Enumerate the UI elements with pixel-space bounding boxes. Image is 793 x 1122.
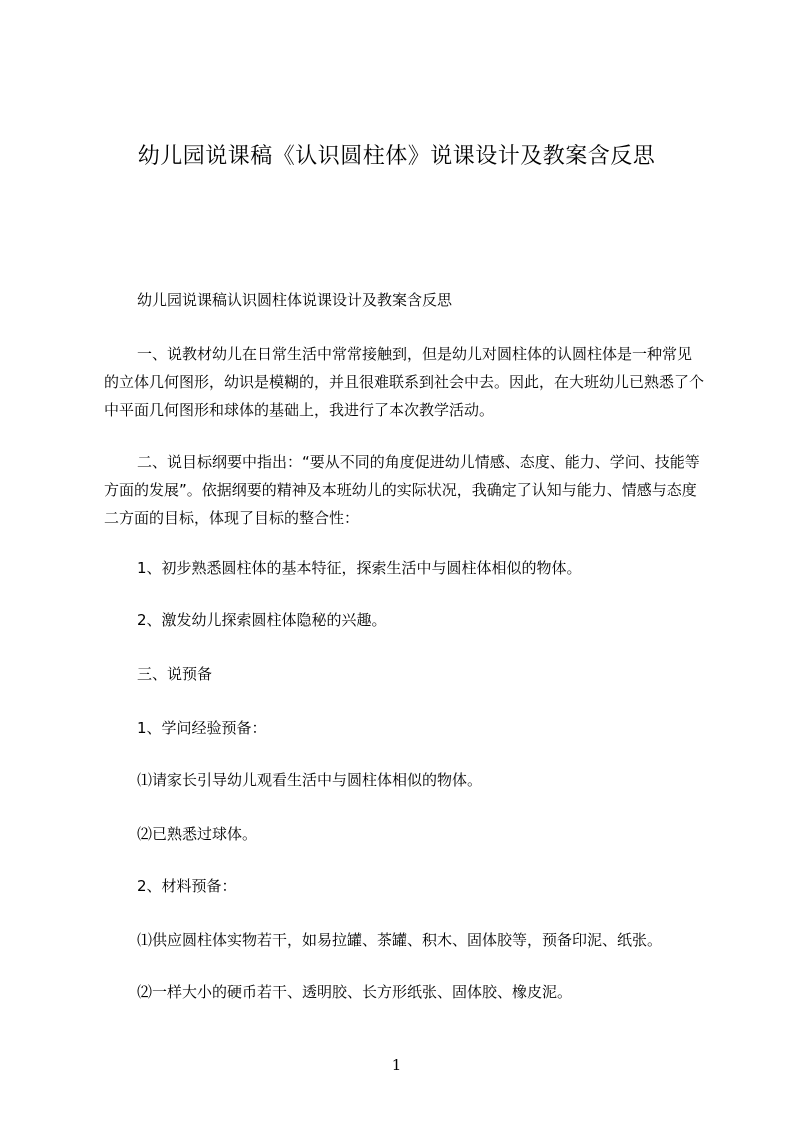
material-prep-item-2: ⑵一样大小的硬币若干、透明胶、长方形纸张、固体胶、橡皮泥。: [137, 983, 573, 1001]
page-number: 1: [391, 1056, 402, 1074]
goal-item-2: 2、激发幼儿探索圆柱体隐秘的兴趣。: [137, 611, 387, 629]
knowledge-prep-item-1: ⑴请家长引导幼儿观看生活中与圆柱体相似的物体。: [137, 771, 483, 789]
document-subtitle: 幼儿园说课稿认识圆柱体说课设计及教案含反思: [137, 291, 453, 309]
section-goals: 二、说目标纲要中指出：“要从不同的角度促进幼儿情感、态度、能力、学问、技能等方面的发展”。依据纲要的精神及本班幼儿的实际状况，我确定了认知与能力、情感与态度二方面的目标，体现了目标的整合性：: [104, 453, 700, 527]
goal-item-1: 1、初步熟悉圆柱体的基本特征，探索生活中与圆柱体相似的物体。: [137, 559, 582, 577]
section-textbook: 一、说教材幼儿在日常生活中常常接触到，但是幼儿对圆柱体的认圆柱体是一种常见的立体几何图形，幼识是模糊的，并且很难联系到社会中去。因此，在大班幼儿已熟悉了个中平面几何图形和球体的基础上，我进行了本次教学活动。: [104, 345, 705, 419]
knowledge-prep-item-2: ⑵已熟悉过球体。: [137, 825, 258, 843]
material-prep-heading: 2、材料预备：: [137, 877, 237, 895]
prep-heading: 三、说预备: [137, 665, 213, 683]
document-title: 幼儿园说课稿《认识圆柱体》说课设计及教案含反思: [137, 144, 656, 169]
knowledge-prep-heading: 1、学问经验预备：: [137, 719, 267, 737]
material-prep-item-1: ⑴供应圆柱体实物若干，如易拉罐、茶罐、积木、固体胶等，预备印泥、纸张。: [137, 931, 663, 949]
